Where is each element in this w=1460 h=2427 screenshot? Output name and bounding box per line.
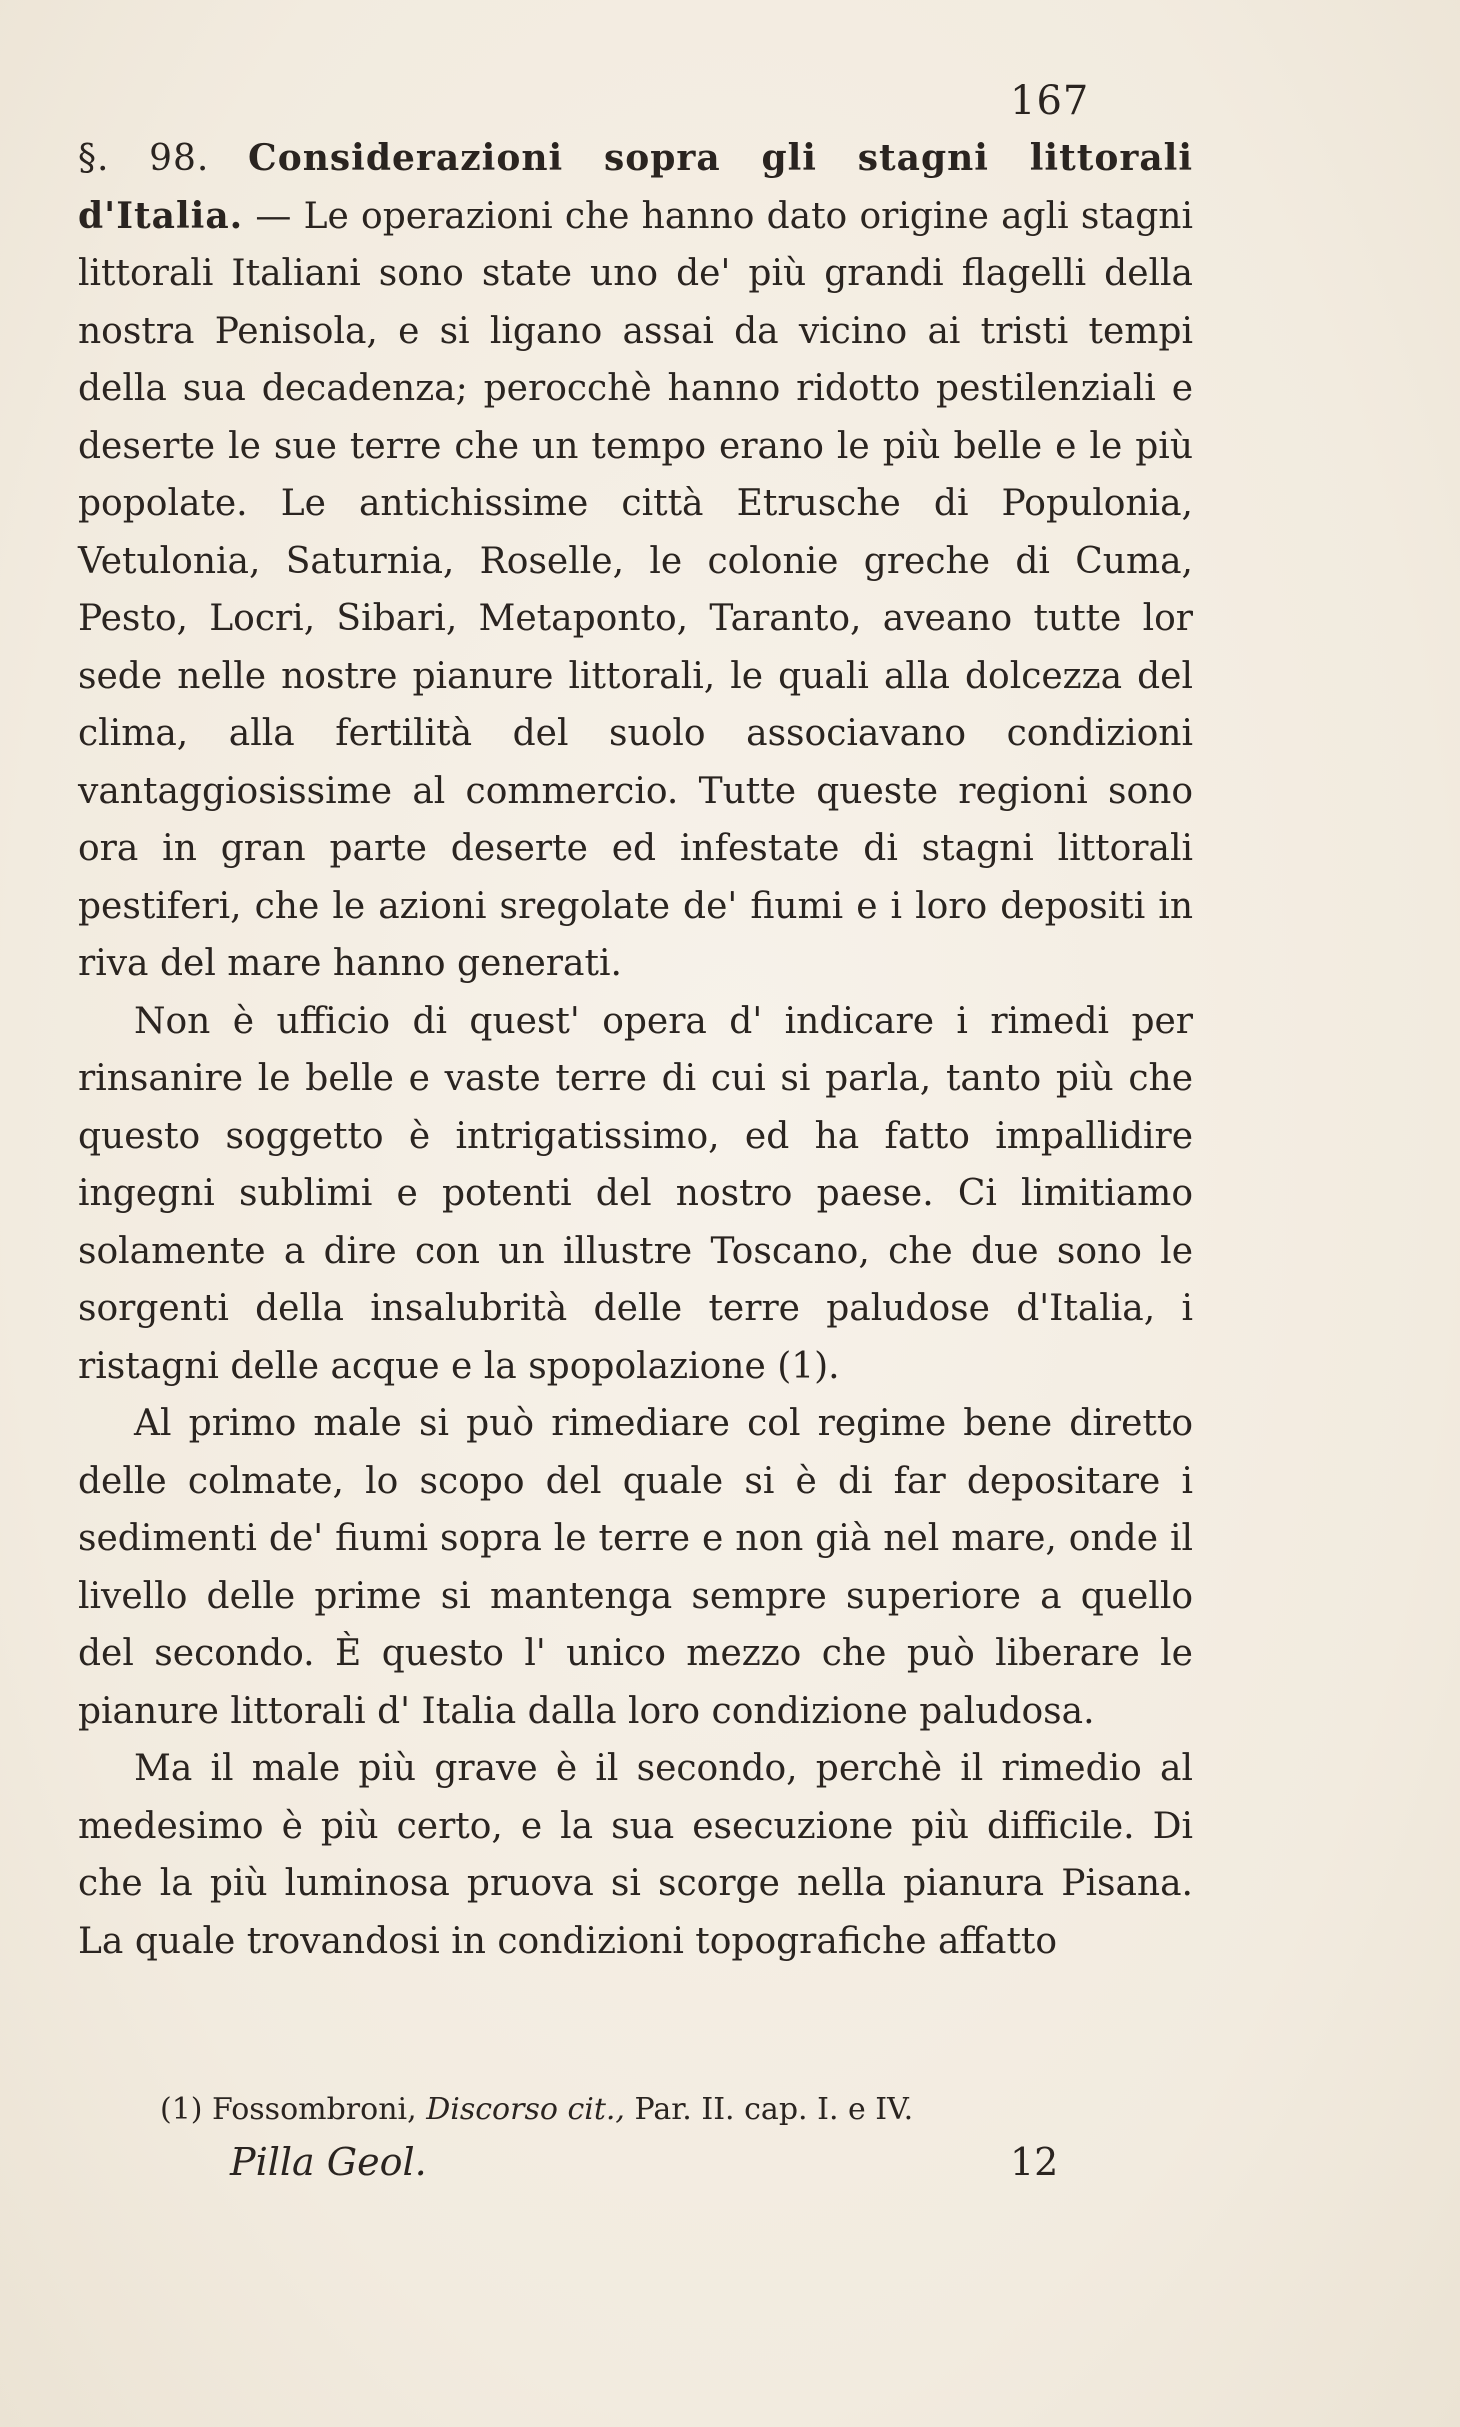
body-text — [78, 130, 1193, 1970]
paragraph-1 — [78, 130, 1193, 993]
footnote — [160, 2090, 1160, 2130]
page-number: 167 — [1010, 78, 1090, 124]
footnote-marker: (1) — [160, 2092, 203, 2127]
paragraph-3: Al primo male si può rimediare col regime bene diretto delle colmate, lo scopo del quale si è di far depositare i sedimenti de' fiumi sopra le terre e non già nel mare, onde il livello delle prime si mantenga sempre superiore a quello del secondo. È questo l' unico mezzo che può liberare le pianure littorali d' Italia dalla loro condizione paludosa. — [78, 1403, 1193, 1732]
footnote-ref: Par. II. cap. I. e IV. — [634, 2092, 914, 2127]
paragraph-1-text: — Le operazioni che hanno dato origine agli stagni littorali Italiani sono state uno de' più grandi flagelli della nostra Penisola, e si ligano assai da vicino ai tristi tempi della sua decadenza; perocchè hanno ridotto pestilenziali e deserte le sue terre che un tempo erano le più belle e le più popolate. Le antichissime città Etrusche di Populonia, Vetulonia, Saturnia, Roselle, le colonie greche di Cuma, Pesto, Locri, Sibari, Metaponto, Taranto, aveano tutte lor sede nelle nostre pianure littorali, le quali alla dolcezza del clima, alla fertilità del suolo associavano condizioni vantaggiosissime al commercio. Tutte queste regioni sono ora in gran parte deserte ed infestate di stagni littorali pestiferi, che le azioni sregolate de' fiumi e i loro depositi in riva del mare hanno generati. — [78, 195, 1193, 984]
signature-mark: Pilla Geol. — [230, 2140, 427, 2184]
section-title: Considerazioni sopra gli stagni littorali d'Italia. — [78, 137, 1193, 237]
sheet-number: 12 — [1010, 2140, 1059, 2184]
footnote-author: Fossombroni, — [212, 2092, 417, 2127]
paragraph-4: Ma il male più grave è il secondo, perchè il rimedio al medesimo è più certo, e la sua esecuzione più difficile. Di che la più luminosa pruova si scorge nella pianura Pisana. La quale trovandosi in condizioni topografiche affatto — [78, 1748, 1193, 1962]
section-number: §. 98. — [78, 138, 210, 179]
paragraph-2: Non è ufficio di quest' opera d' indicare i rimedi per rinsanire le belle e vaste terre di cui si parla, tanto più che questo soggetto è intrigatissimo, ed ha fatto impallidire ingegni sublimi e potenti del nostro paese. Ci limitiamo solamente a dire con un illustre Toscano, che due sono le sorgenti della insalubrità delle terre paludose d'Italia, i ristagni delle acque e la spopolazione (1). — [78, 1000, 1193, 1387]
footnote-work: Discorso cit., — [426, 2092, 625, 2127]
